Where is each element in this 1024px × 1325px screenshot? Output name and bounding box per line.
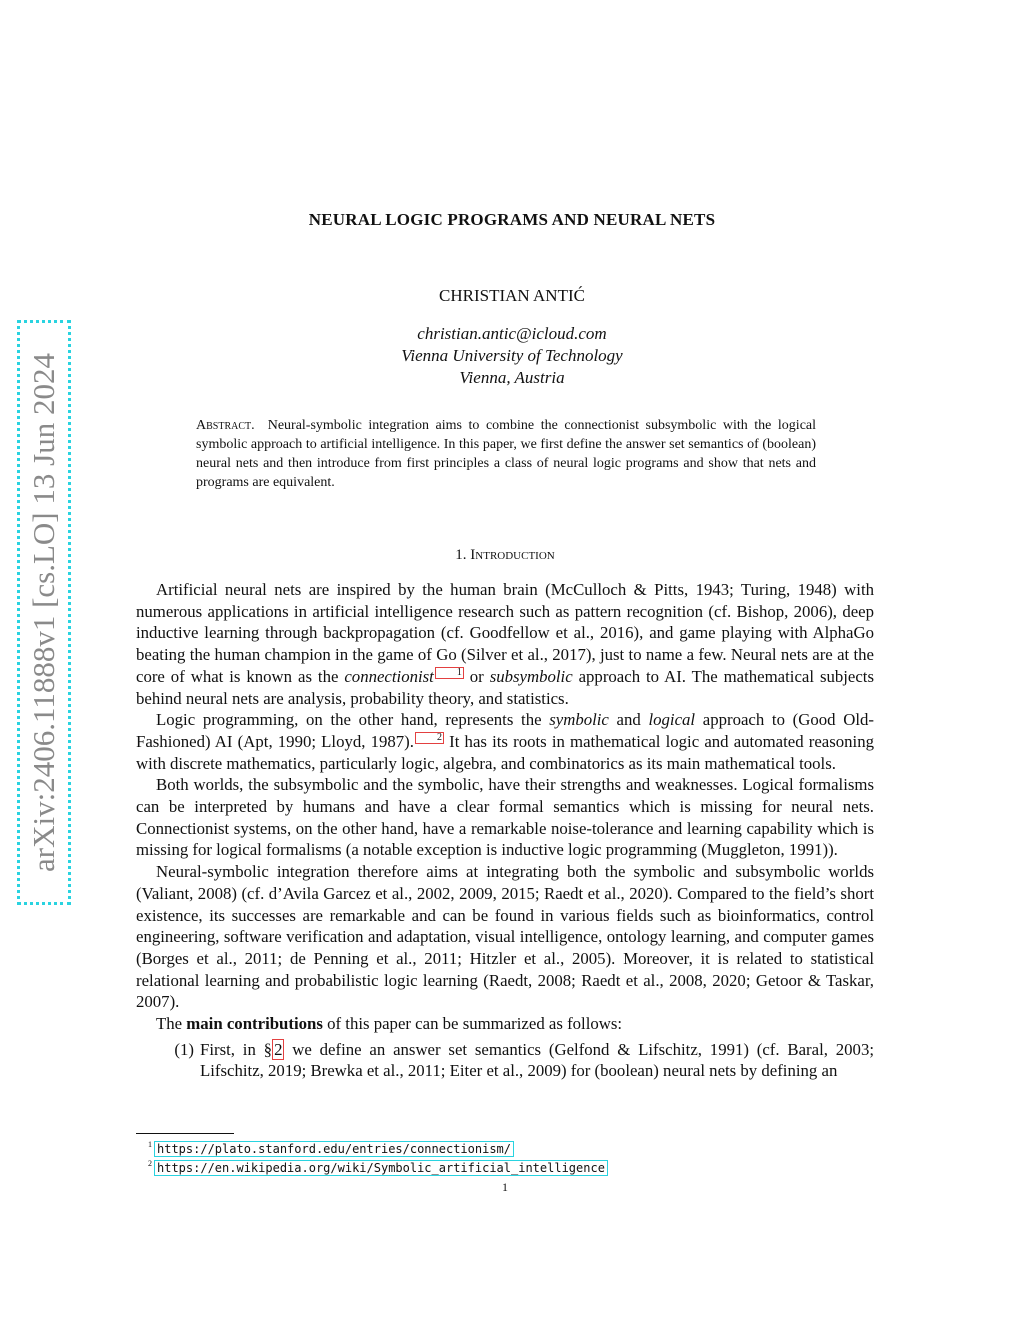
arxiv-identifier-stamp[interactable]: arXiv:2406.11888v1 [cs.LO] 13 Jun 2024 <box>17 320 71 905</box>
paragraph-text: approach to (Good Old-Fashioned) AI (Apt, 1990; Lloyd, 1987). <box>136 710 874 751</box>
paragraph-1 <box>136 579 874 709</box>
paragraph-text: approach to AI. The mathematical subjects behind neural nets are analysis, probability theory, and statistics. <box>136 666 875 708</box>
paragraph-text: It has its roots in mathematical logic and automated reasoning with discrete mathematics, particularly logic, algebra, and combinatorics as its main mathematical tools. <box>136 731 875 773</box>
contribution-item-1 <box>136 1039 874 1082</box>
footnote-1 <box>148 1140 608 1159</box>
author-name: CHRISTIAN ANTIĆ <box>439 286 585 305</box>
paragraph-2 <box>136 709 874 774</box>
footnote-link-symbolic-ai[interactable]: https://en.wikipedia.org/wiki/Symbolic_artificial_intelligence <box>154 1160 608 1176</box>
paragraph-text: The <box>156 1014 187 1034</box>
section-number: 1. <box>455 547 467 563</box>
footnote-2 <box>148 1159 608 1178</box>
contribution-number: (1) <box>174 1039 194 1059</box>
emphasis-symbolic: symbolic <box>549 710 609 730</box>
contribution-text-part: we define an answer set semantics (Gelfond & Lifschitz, 1991) (cf. Baral, 2003; Lifschitz, 2019; Brewka et al., 2011; Eiter et al., 2009) for (boolean) neural nets by defining an <box>200 1039 874 1081</box>
contribution-text <box>200 1039 874 1082</box>
paragraph-5 <box>136 1013 874 1035</box>
contribution-text-part: First, in § <box>200 1039 273 1059</box>
introduction-body <box>136 579 874 1082</box>
page-number: 1 <box>502 1180 508 1194</box>
emphasis-logical: logical <box>648 710 696 730</box>
section-title: Introduction <box>470 547 555 563</box>
footnotes <box>148 1140 608 1178</box>
emphasis-connectionist: connectionist <box>344 666 434 686</box>
paragraph-text: or <box>463 666 490 686</box>
section-heading-introduction <box>0 547 1010 564</box>
paragraph-text: Artificial neural nets are inspired by the human brain (McCulloch & Pitts, 1943; Turing, 1948) with numerous applications in artificial intelligence research such as pattern recognition (cf. Bishop, 2006), deep inductive learning through backpropagation (cf. Goodfellow et al., 2016), and game playing with AlphaGo beating the human champion in the game of Go (Silver et al., 2017), just to name a few. Neural nets are at the core of what is known as the <box>136 580 874 686</box>
footnote-number: 2 <box>148 1159 152 1168</box>
footnote-ref-2[interactable]: 2 <box>415 732 444 744</box>
paragraph-text: of this paper can be summarized as follows: <box>322 1014 623 1034</box>
paragraph-4: Neural-symbolic integration therefore aims at integrating both the symbolic and subsymbolic worlds (Valiant, 2008) (cf. d’Avila Garcez et al., 2002, 2009, 2015; Raedt et al., 2020). Compared to the field’s short existence, its successes are remarkable and can be found in various fields such as bioinformatics, control engineering, software verification and adaptation, visual intelligence, ontology learning, and computer games (Borges et al., 2011; de Penning et al., 2011; Hitzler et al., 2005). Moreover, it is related to statistical relational learning and probabilistic logic learning (Raedt, 2008; Raedt et al., 2008, 2020; Getoor & Taskar, 2007). <box>136 862 874 1012</box>
author-institution: Vienna University of Technology <box>401 346 623 365</box>
author-email[interactable]: christian.antic@icloud.com <box>417 324 607 343</box>
abstract-label: Abstract. <box>196 418 255 433</box>
author-affiliation <box>0 323 1024 389</box>
footnote-number: 1 <box>148 1140 152 1149</box>
footnote-divider <box>136 1133 234 1134</box>
footnote-link-connectionism[interactable]: https://plato.stanford.edu/entries/connectionism/ <box>154 1141 514 1157</box>
emphasis-subsymbolic: subsymbolic <box>489 666 573 686</box>
paper-title: NEURAL LOGIC PROGRAMS AND NEURAL NETS <box>308 210 716 229</box>
paragraph-3: Both worlds, the subsymbolic and the symbolic, have their strengths and weaknesses. Logical formalisms can be interpreted by humans and have a clear formal semantics which is missing for neural nets. Connectionist systems, on the other hand, have a remarkable noise-tolerance and learning capability which is missing for logical formalisms (a notable exception is inductive logic programming (Muggleton, 1991)). <box>136 775 874 860</box>
bold-main-contributions: main contributions <box>186 1014 323 1034</box>
abstract <box>196 416 816 492</box>
paragraph-text: and <box>608 710 649 730</box>
section-ref-2[interactable]: 2 <box>274 1039 283 1059</box>
abstract-text: Neural-symbolic integration aims to combine the connectionist subsymbolic with the logical symbolic approach to artificial intelligence. In this paper, we first define the answer set semantics of (boolean) neural nets and then introduce from first principles a class of neural logic programs and show that nets and programs are equivalent. <box>196 418 817 490</box>
author-location: Vienna, Austria <box>459 368 565 387</box>
paragraph-text: Logic programming, on the other hand, represents the <box>156 710 550 730</box>
footnote-ref-1[interactable]: 1 <box>435 667 464 679</box>
